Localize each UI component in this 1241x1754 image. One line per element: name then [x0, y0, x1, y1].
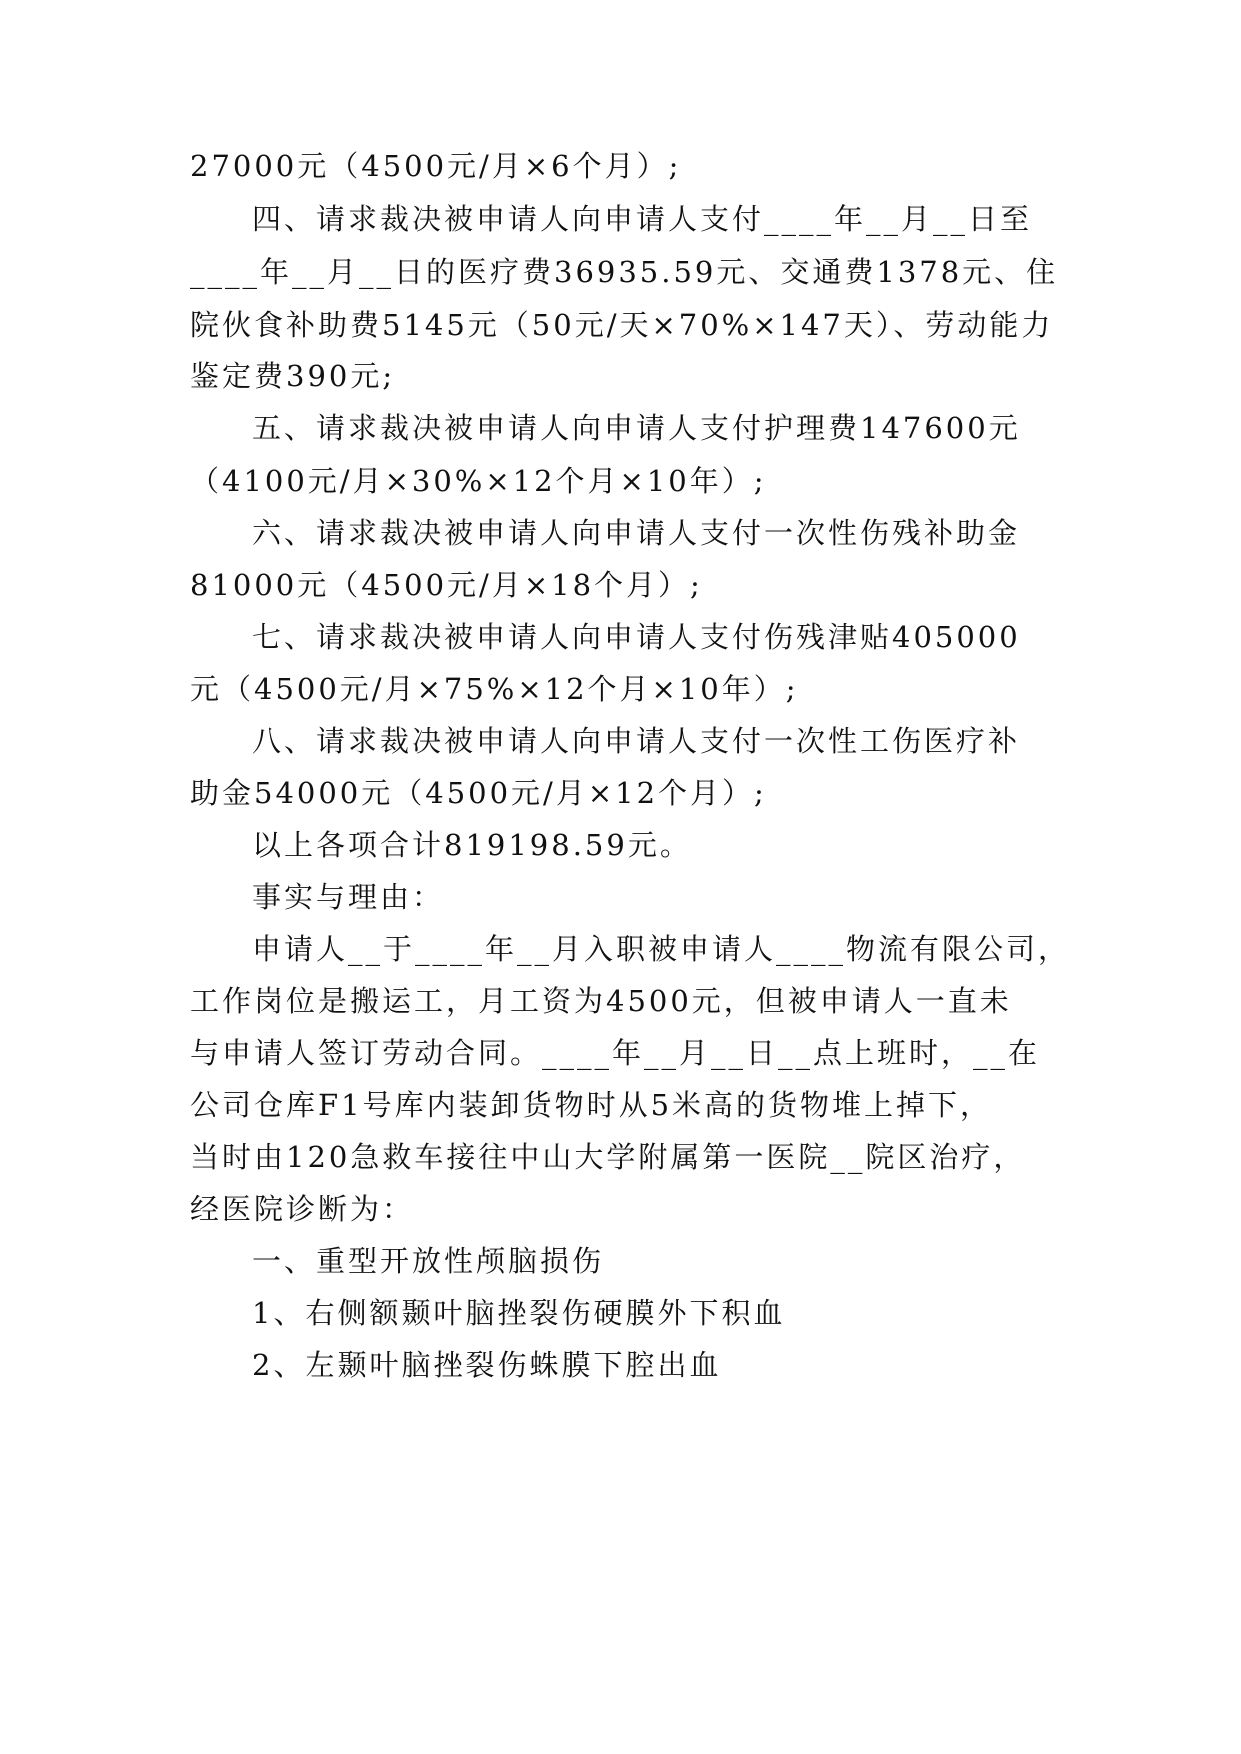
text-line: 院伙食补助费5145元（50元/天×70%×147天）、劳动能力 — [190, 308, 1054, 342]
text-line: 公司仓库F1号库内装卸货物时从5米高的货物堆上掉下， — [190, 1088, 993, 1122]
text-line: 六、请求裁决被申请人向申请人支付一次性伤残补助金 — [252, 516, 1021, 550]
text-line: 27000元（4500元/月×6个月）; — [190, 149, 682, 183]
text-line: 助金54000元（4500元/月×12个月）; — [190, 776, 767, 810]
text-line: 申请人__于____年__月入职被申请人____物流有限公司， — [252, 932, 1071, 966]
text-line: 五、请求裁决被申请人向申请人支付护理费147600元 — [252, 411, 1021, 445]
text-line: 81000元（4500元/月×18个月）; — [190, 568, 703, 602]
text-line: 当时由120急救车接往中山大学附属第一医院__院区治疗， — [190, 1140, 1026, 1174]
text-line: 元（4500元/月×75%×12个月×10年）; — [190, 672, 799, 706]
text-line: 事实与理由： — [252, 880, 445, 914]
text-line: 1、右侧额颞叶脑挫裂伤硬膜外下积血 — [252, 1296, 786, 1330]
text-line: 以上各项合计819198.59元。 — [252, 828, 692, 862]
text-line: 七、请求裁决被申请人向申请人支付伤残津贴405000 — [252, 620, 1021, 654]
text-line: 四、请求裁决被申请人向申请人支付____年__月__日至 — [252, 202, 1033, 236]
text-line: 与申请人签订劳动合同。____年__月__日__点上班时，__在 — [190, 1036, 1041, 1070]
text-line: 八、请求裁决被申请人向申请人支付一次性工伤医疗补 — [252, 724, 1021, 758]
text-line: 一、重型开放性颅脑损伤 — [252, 1244, 605, 1278]
text-line: 经医院诊断为： — [190, 1192, 415, 1226]
text-line: 鉴定费390元; — [190, 359, 396, 393]
text-line: 工作岗位是搬运工，月工资为4500元，但被申请人一直未 — [190, 984, 1012, 1018]
text-line: 2、左颞叶脑挫裂伤蛛膜下腔出血 — [252, 1348, 722, 1382]
text-line: ____年__月__日的医疗费36935.59元、交通费1378元、住 — [190, 255, 1059, 289]
text-line: （4100元/月×30%×12个月×10年）; — [190, 464, 767, 498]
